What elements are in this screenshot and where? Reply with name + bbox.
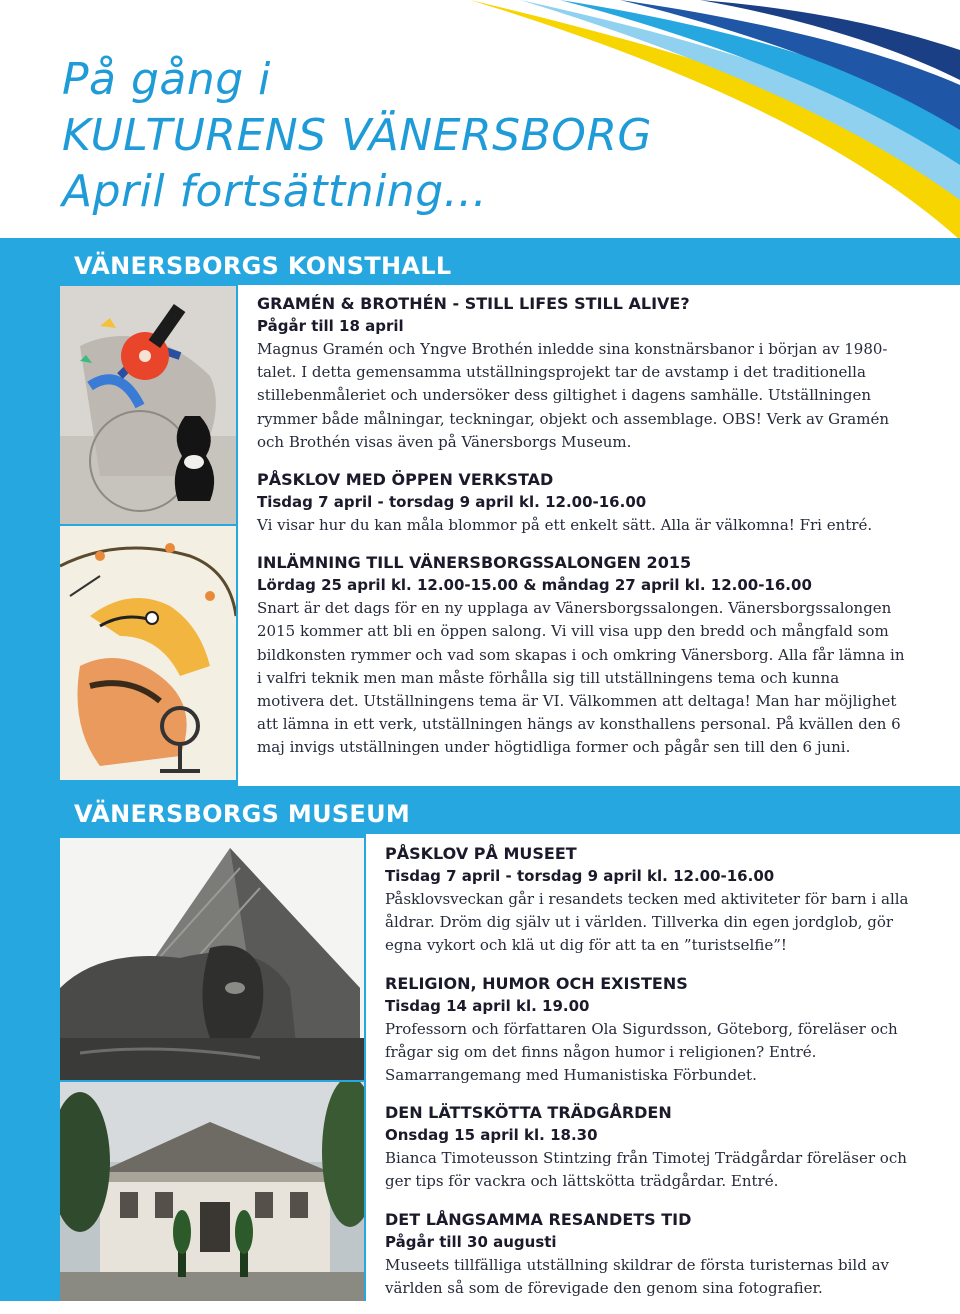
event-item	[385, 1101, 915, 1193]
event-date: Pågår till 18 april	[257, 317, 404, 335]
title-line-3: April fortsättning...	[62, 166, 488, 217]
event-title: INLÄMNING TILL VÄNERSBORGSSALONGEN 2015	[257, 553, 692, 573]
event-item	[385, 1208, 915, 1300]
event-item	[385, 972, 915, 1088]
event-description: Vi visar hur du kan måla blommor på ett enkelt sätt. Alla är välkomna! Fri entré.	[257, 516, 873, 535]
event-title: DEN LÄTTSKÖTTA TRÄDGÅRDEN	[385, 1103, 672, 1123]
museum-heading: VÄNERSBORGS MUSEUM	[74, 800, 411, 828]
event-date: Tisdag 7 april - torsdag 9 april kl. 12.00-16.00	[257, 493, 647, 512]
event-description: Påsklovsveckan går i resandets tecken med aktiviteter för barn i alla åldrar. Dröm dig själv ut i världen. Tillverka din egen jordglob, gör egna vykort och klä ut dig för att ta en ”turistselfie”!	[385, 890, 909, 955]
event-title: RELIGION, HUMOR OCH EXISTENS	[385, 973, 688, 993]
konsthall-heading: VÄNERSBORGS KONSTHALL	[74, 252, 452, 280]
event-item	[257, 292, 905, 454]
sphinx-pyramid-photo	[60, 838, 364, 1080]
event-item	[257, 551, 905, 759]
event-item	[385, 842, 915, 958]
museum-events	[385, 842, 915, 1314]
event-item	[257, 468, 905, 537]
event-date: Pågår till 30 augusti	[385, 1232, 557, 1251]
event-description: Bianca Timoteusson Stintzing från Timotej Trädgårdar föreläser och ger tips för vackra och lättskötta trädgårdar. Entré.	[385, 1149, 907, 1191]
event-date: Tisdag 7 april - torsdag 9 april kl. 12.00-16.00	[385, 867, 775, 885]
event-date: Lördag 25 april kl. 12.00-15.00 & måndag 27 april kl. 12.00-16.00	[257, 576, 812, 595]
museum-building-photo	[60, 1082, 364, 1301]
event-description: Magnus Gramén och Yngve Brothén inledde sina konstnärsbanor i början av 1980-talet. I detta gemensamma utställningsprojekt tar de avstamp i det traditionella stillebenmåleriet och undersöker dess giltighet i dagens samhälle. Utställningen rymmer både målningar, teckningar, objekt och assemblage. OBS! Verk av Gramén och Brothén visas även på Vänersborgs Museum.	[257, 340, 889, 451]
event-description: Professorn och författaren Ola Sigurdsson, Göteborg, föreläser och frågar sig om det finns någon humor i religionen? Entré. Samarrangemang med Humanistiska Förbundet.	[385, 1019, 898, 1085]
still-life-artwork-image	[60, 286, 236, 524]
event-description: Snart är det dags för en ny upplaga av Vänersborgssalongen. Vänersborgssalongen 2015 kommer att bli en öppen salong. Vi vill visa upp den bredd och mångfald som bildkonsten rymmer och vad som skapas i och omkring Vänersborg. Alla får lämna in i valfri teknik men man måste förhålla sig till utställningens tema och kunna motivera det. Utställningens tema är VI. Välkommen att deltaga! Man har möjlighet att lämna in ett verk, utställningen hängs av konsthallens personal. På kvällen den 6 maj invigs utställningen under högtidliga former och pågår sen till den 6 juni.	[257, 599, 905, 757]
event-date: Tisdag 14 april kl. 19.00	[385, 996, 590, 1015]
konsthall-events	[257, 292, 905, 774]
title-line-2: KULTURENS VÄNERSBORG	[62, 110, 653, 161]
event-title: DET LÅNGSAMMA RESANDETS TID	[385, 1209, 692, 1229]
event-description: Museets tillfälliga utställning skildrar de första turisternas bild av världen så som de förevigade den genom sina fotografier.	[385, 1255, 889, 1297]
event-title: PÅSKLOV MED ÖPPEN VERKSTAD	[257, 470, 554, 490]
page-title	[62, 52, 652, 220]
event-date: Onsdag 15 april kl. 18.30	[385, 1126, 598, 1145]
title-line-1: På gång i	[62, 54, 271, 105]
event-title: GRAMÉN & BROTHÉN - STILL LIFES STILL ALIVE?	[257, 294, 690, 313]
cartoon-artwork-image	[60, 526, 236, 780]
event-title: PÅSKLOV PÅ MUSEET	[385, 844, 577, 863]
